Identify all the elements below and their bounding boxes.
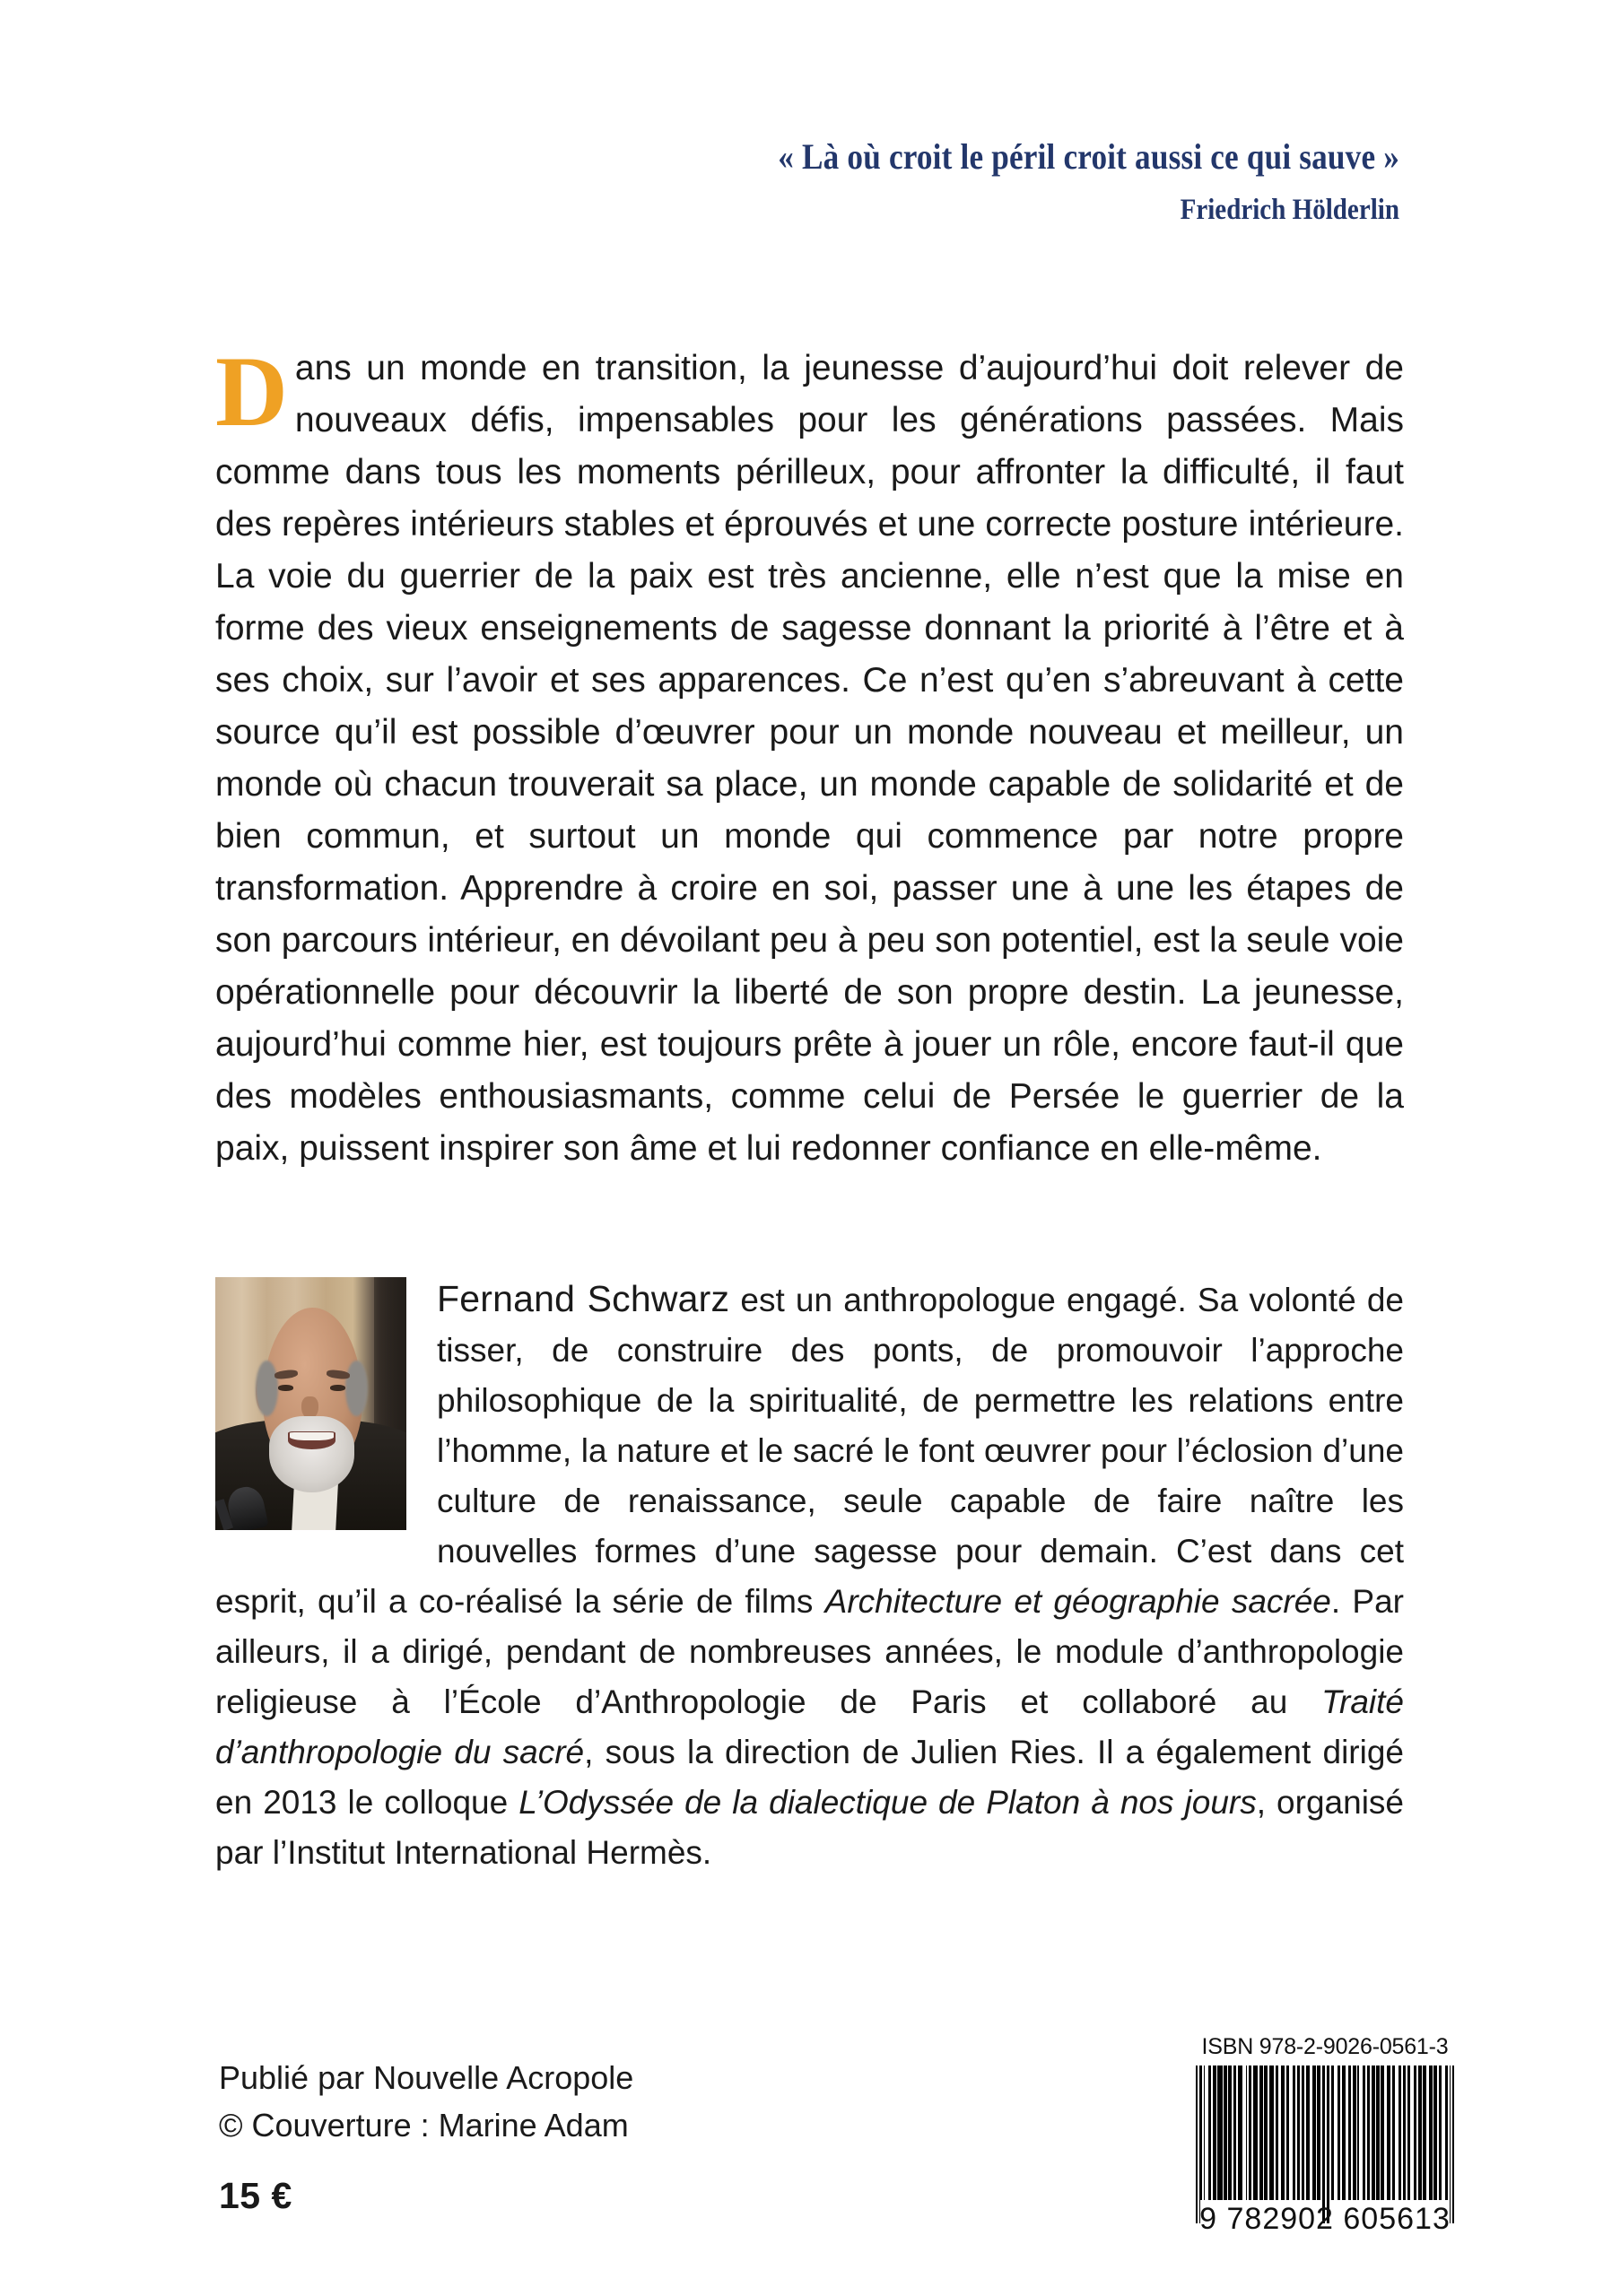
blurb-paragraph	[215, 336, 1404, 1175]
drop-cap-letter: D	[215, 336, 288, 448]
film-series-title: Architecture et géographie sacrée	[824, 1583, 1331, 1620]
author-bio-part-4: , organisé par l’Institut International Hermès.	[215, 1784, 1404, 1871]
isbn-barcode-block	[1196, 2034, 1454, 2237]
photo-teeth	[290, 1432, 334, 1440]
author-name: Fernand Schwarz	[437, 1278, 730, 1319]
epigraph	[215, 135, 1399, 227]
blurb-text: ans un monde en transition, la jeunesse d’aujourd’hui doit relever de nouveaux défis, impensables pour les générations passées. Mais comme dans tous les moments périlleux, pour affronter la difficulté, il faut des repères intérieurs stables et éprouvés et une correcte posture intérieure. La voie du guerrier de la paix est très ancienne, elle n’est que la mise en forme des vieux enseignements de sagesse donnant la priorité à l’être et à ses choix, sur l’avoir et ses apparences. Ce n’est qu’en s’abreuvant à cette source qu’il est possible d’œuvrer pour un monde nouveau et meilleur, un monde où chacun trouverait sa place, un monde capable de solidarité et de bien commun, et surtout un monde qui commence par notre propre transformation. Apprendre à croire en soi, passer une à une les étapes de son parcours intérieur, en dévoilant peu à peu son potentiel, est la seule voie opérationnelle pour découvrir la liberté de son propre destin. La jeunesse, aujourd’hui comme hier, est toujours prête à jouer un rôle, encore faut-il que des modèles enthousiasmants, comme celui de Persée le guerrier de la paix, puissent inspirer son âme et lui redonner confiance en elle-même.	[215, 349, 1404, 1168]
photo-eye-right	[330, 1385, 345, 1391]
barcode-digits: 9 782902 605613	[1199, 2202, 1451, 2236]
barcode-bars	[1196, 2066, 1454, 2200]
author-bio-part-3: , sous la direction de Julien Ries. Il a également dirigé en 2013 le colloque	[215, 1734, 1405, 1821]
publisher-line: Publié par Nouvelle Acropole	[219, 2059, 634, 2096]
footer-publisher-block	[219, 2054, 633, 2220]
author-bio-block	[215, 1274, 1404, 1878]
colloquium-title: L’Odyssée de la dialectique de Platon à nos jours	[518, 1784, 1257, 1821]
author-portrait-photo	[215, 1277, 406, 1530]
photo-eye-left	[278, 1385, 293, 1391]
photo-nose	[301, 1396, 318, 1419]
author-bio-part-2: . Par ailleurs, il a dirigé, pendant de nombreuses années, le module d’anthropologie religieuse à l’École d’Anthropologie de Paris et collaboré au	[215, 1583, 1404, 1720]
photo-hair-left	[256, 1361, 279, 1416]
price-label: 15 €	[219, 2175, 292, 2216]
author-bio-part-1: est un anthropologue engagé. Sa volonté de tisser, de construire des ponts, de promouvoir l’approche philosophique de la spiritualité, de permettre les relations entre l’homme, la nature et le sacré le font œuvrer pour l’éclosion d’une culture de renaissance, seule capable de faire naître les nouvelles formes d’une sagesse pour demain. C’est dans cet esprit, qu’il a co-réalisé la série de films	[215, 1282, 1404, 1620]
photo-beard	[269, 1416, 355, 1492]
epigraph-author: Friedrich Hölderlin	[1180, 194, 1399, 226]
book-title: Traité d’anthropologie du sacré	[215, 1683, 1404, 1770]
cover-credit-line: © Couverture : Marine Adam	[219, 2107, 629, 2144]
epigraph-quote: « Là où croit le péril croit aussi ce qui sauve »	[778, 136, 1399, 177]
isbn-text: ISBN 978-2-9026-0561-3	[1201, 2034, 1449, 2059]
